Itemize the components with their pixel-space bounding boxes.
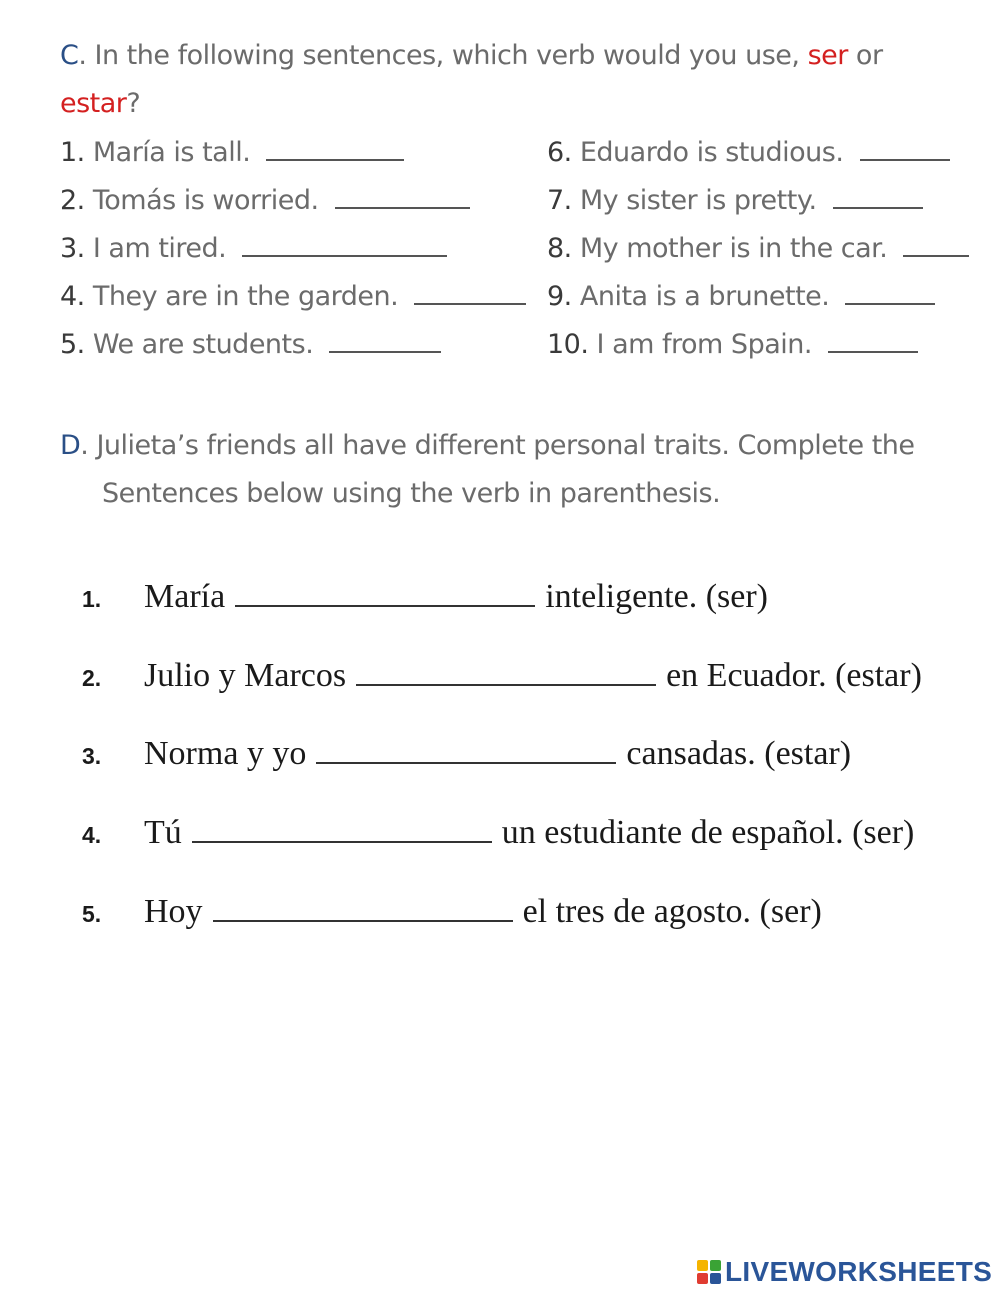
answer-blank-c5[interactable] <box>329 329 441 353</box>
c-item-text: We are students. <box>92 329 314 360</box>
d-item-number: 3. <box>82 743 102 769</box>
d-item-after: el tres de agosto. (ser) <box>522 893 822 930</box>
verb-estar: estar <box>60 88 127 119</box>
d-item-3 <box>82 735 851 773</box>
c-item-text: María is tall. <box>92 137 251 168</box>
d-item-after: un estudiante de español. (ser) <box>501 814 915 851</box>
d-item-4 <box>82 814 914 852</box>
liveworksheets-logo-icon <box>697 1260 721 1284</box>
d-item-before: Julio y Marcos <box>144 657 347 694</box>
section-c-instruction-text: . In the following sentences, which verb would you use, <box>78 40 808 71</box>
answer-blank-c6[interactable] <box>860 137 950 161</box>
answer-blank-c9[interactable] <box>845 281 935 305</box>
answer-blank-d3[interactable] <box>316 736 616 764</box>
c-item-number: 3. <box>60 233 85 264</box>
answer-blank-c3[interactable] <box>242 233 447 257</box>
c-item-number: 8. <box>547 233 572 264</box>
c-item-number: 4. <box>60 281 85 312</box>
answer-blank-c10[interactable] <box>828 329 918 353</box>
c-item-text: My sister is pretty. <box>579 185 817 216</box>
c-item-4 <box>60 281 526 312</box>
c-item-text: I am tired. <box>92 233 227 264</box>
d-item-number: 4. <box>82 822 102 848</box>
answer-blank-c8[interactable] <box>903 233 969 257</box>
c-item-number: 5. <box>60 329 85 360</box>
c-item-number: 7. <box>547 185 572 216</box>
answer-blank-d4[interactable] <box>192 815 492 843</box>
d-item-after: en Ecuador. (estar) <box>666 657 922 694</box>
section-c-letter: C <box>60 40 79 71</box>
c-item-number: 1. <box>60 137 85 168</box>
c-item-text: They are in the garden. <box>92 281 399 312</box>
logo-text: LIVEWORKSHEETS <box>725 1256 993 1287</box>
d-item-before: María <box>144 578 226 615</box>
c-item-6 <box>547 137 950 168</box>
c-item-text: My mother is in the car. <box>579 233 888 264</box>
d-item-number: 2. <box>82 665 102 691</box>
section-c-instruction-line2 <box>60 88 140 119</box>
answer-blank-c4[interactable] <box>414 281 526 305</box>
c-item-7 <box>547 185 923 216</box>
c-item-2 <box>60 185 470 216</box>
section-d-instruction-text: . Julieta’s friends all have different personal traits. Complete the <box>80 430 915 461</box>
c-item-3 <box>60 233 447 264</box>
liveworksheets-logo <box>697 1256 992 1288</box>
answer-blank-d1[interactable] <box>235 579 535 607</box>
c-item-5 <box>60 329 441 360</box>
d-item-before: Hoy <box>144 893 203 930</box>
answer-blank-d2[interactable] <box>356 658 656 686</box>
d-item-1 <box>82 578 768 616</box>
answer-blank-c2[interactable] <box>335 185 470 209</box>
question-mark: ? <box>126 88 141 119</box>
answer-blank-c1[interactable] <box>266 137 404 161</box>
section-c-instruction <box>60 40 883 71</box>
d-item-after: cansadas. (estar) <box>626 735 852 772</box>
d-item-after: inteligente. (ser) <box>545 578 768 615</box>
d-item-before: Norma y yo <box>144 735 307 772</box>
d-item-before: Tú <box>144 814 182 851</box>
c-item-1 <box>60 137 404 168</box>
answer-blank-d5[interactable] <box>213 894 513 922</box>
c-item-number: 10. <box>547 329 589 360</box>
answer-blank-c7[interactable] <box>833 185 923 209</box>
c-item-number: 6. <box>547 137 572 168</box>
c-item-text: Eduardo is studious. <box>579 137 844 168</box>
section-d-letter: D <box>60 430 81 461</box>
c-item-number: 9. <box>547 281 572 312</box>
verb-ser: ser <box>807 40 848 71</box>
d-item-number: 5. <box>82 901 102 927</box>
connector-or: or <box>847 40 883 71</box>
c-item-text: Tomás is worried. <box>92 185 319 216</box>
section-d-instruction-line2: Sentences below using the verb in parenthesis. <box>102 478 721 509</box>
c-item-text: Anita is a brunette. <box>579 281 830 312</box>
section-d-instruction <box>60 430 915 461</box>
d-item-2 <box>82 657 922 695</box>
c-item-number: 2. <box>60 185 85 216</box>
c-item-9 <box>547 281 935 312</box>
c-item-8 <box>547 233 969 264</box>
d-item-number: 1. <box>82 586 102 612</box>
c-item-10 <box>547 329 918 360</box>
d-item-5 <box>82 893 822 931</box>
c-item-text: I am from Spain. <box>596 329 812 360</box>
